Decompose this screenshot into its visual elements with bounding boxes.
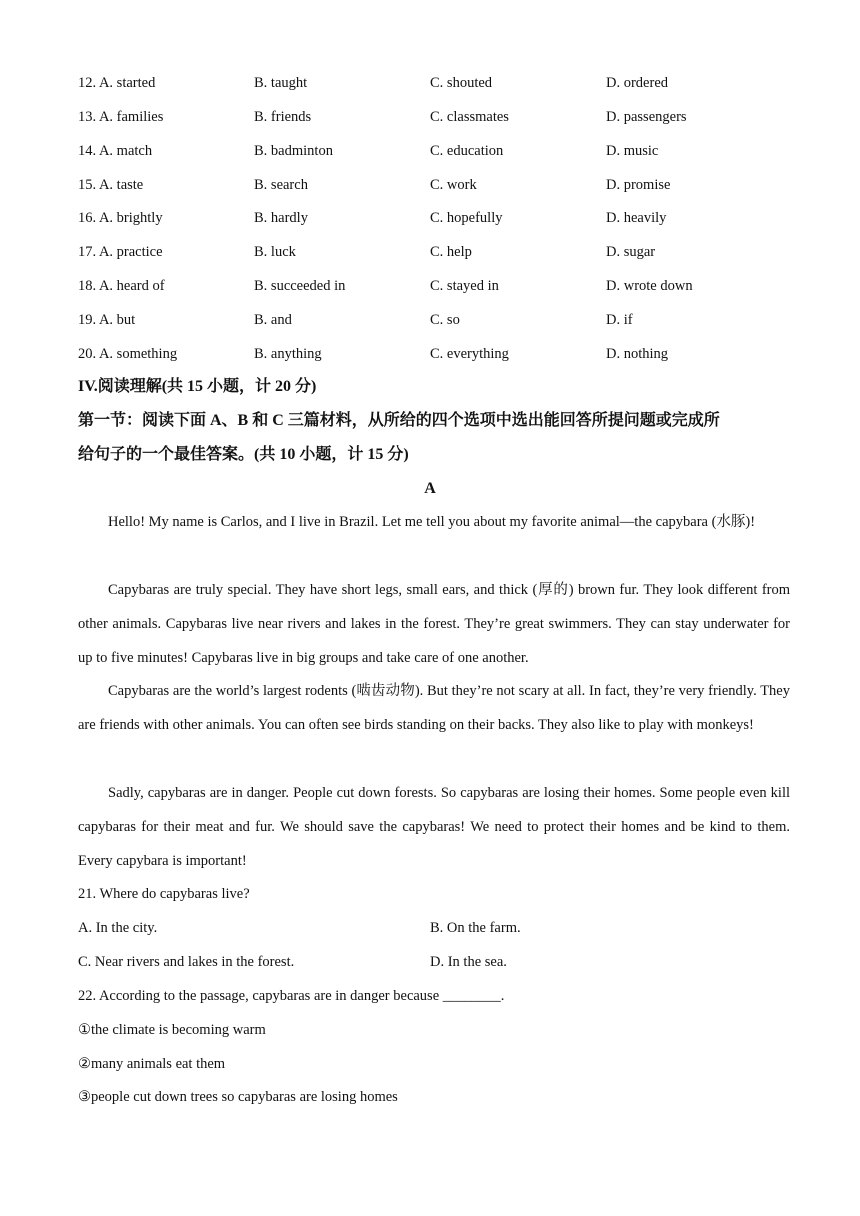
- option-b: B. search: [254, 177, 308, 193]
- section-instruction: 第一节：阅读下面 A、B 和 C 三篇材料，从所给的四个选项中选出能回答所提问题或完成所: [78, 412, 720, 429]
- question-item: ③people cut down trees so capybaras are losing homes: [78, 1089, 398, 1105]
- option-c: C. classmates: [430, 109, 509, 125]
- option-d: D. nothing: [606, 346, 669, 362]
- option-b: B. hardly: [254, 210, 308, 226]
- option-c: C. hopefully: [430, 210, 503, 226]
- option-a: 15. A. taste: [78, 177, 144, 193]
- option-b: B. succeeded in: [254, 278, 346, 294]
- question-item: ①the climate is becoming warm: [78, 1022, 266, 1038]
- option-d: D. music: [606, 143, 659, 159]
- question-stem: 21. Where do capybaras live?: [78, 886, 250, 902]
- option-c: C. so: [430, 312, 460, 328]
- option-b: B. friends: [254, 109, 312, 125]
- option-c: C. shouted: [430, 75, 493, 91]
- answer-option-d: D. In the sea.: [430, 954, 507, 970]
- passage-title: A: [424, 480, 436, 497]
- option-d: D. wrote down: [606, 278, 693, 294]
- option-a: 12. A. started: [78, 75, 156, 91]
- option-a: 16. A. brightly: [78, 210, 163, 226]
- option-a: 14. A. match: [78, 143, 153, 159]
- section-instruction: 给句子的一个最佳答案。(共 10 小题，计 15 分): [78, 446, 409, 463]
- option-a: 18. A. heard of: [78, 278, 165, 294]
- answer-option-b: B. On the farm.: [430, 920, 521, 936]
- answer-option-c: C. Near rivers and lakes in the forest.: [78, 954, 295, 970]
- passage-paragraph: Capybaras are the world’s largest rodents (啮齿动物). But they’re not scary at all. In fact, they’re very friendly. They are friends with other animals. You can often see birds standing on their backs. They also like to play with monkeys!: [78, 683, 790, 733]
- section-heading: IV.阅读理解(共 15 小题，计 20 分): [78, 378, 317, 395]
- option-d: D. promise: [606, 177, 671, 193]
- question-item: ②many animals eat them: [78, 1056, 226, 1072]
- option-c: C. help: [430, 244, 472, 260]
- option-b: B. taught: [254, 75, 308, 91]
- option-b: B. and: [254, 312, 292, 328]
- question-stem: 22. According to the passage, capybaras are in danger because ________.: [78, 988, 505, 1004]
- option-c: C. stayed in: [430, 278, 499, 294]
- option-d: D. heavily: [606, 210, 667, 226]
- option-b: B. luck: [254, 244, 296, 260]
- option-c: C. work: [430, 177, 477, 193]
- option-a: 17. A. practice: [78, 244, 163, 260]
- option-d: D. if: [606, 312, 633, 328]
- option-d: D. passengers: [606, 109, 687, 125]
- option-c: C. everything: [430, 346, 509, 362]
- answer-option-a: A. In the city.: [78, 920, 158, 936]
- option-c: C. education: [430, 143, 504, 159]
- option-a: 19. A. but: [78, 312, 136, 328]
- passage-paragraph: Capybaras are truly special. They have short legs, small ears, and thick (厚的) brown fur. They look different from other animals. Capybaras live near rivers and lakes in the forest. They’re great swimmers. They can stay underwater for up to five minutes! Capybaras live in big groups and take care of one another.: [78, 582, 790, 666]
- option-b: B. badminton: [254, 143, 333, 159]
- option-b: B. anything: [254, 346, 322, 362]
- option-d: D. sugar: [606, 244, 656, 260]
- passage-paragraph: Hello! My name is Carlos, and I live in Brazil. Let me tell you about my favorite animal—the capybara (水豚)!: [108, 514, 756, 530]
- option-a: 13. A. families: [78, 109, 164, 125]
- option-a: 20. A. something: [78, 346, 178, 362]
- passage-paragraph: Sadly, capybaras are in danger. People cut down forests. So capybaras are losing their homes. Some people even kill capybaras for their meat and fur. We should save the capybaras! We need to protect their homes and be kind to them. Every capybara is important!: [78, 785, 790, 869]
- option-d: D. ordered: [606, 75, 669, 91]
